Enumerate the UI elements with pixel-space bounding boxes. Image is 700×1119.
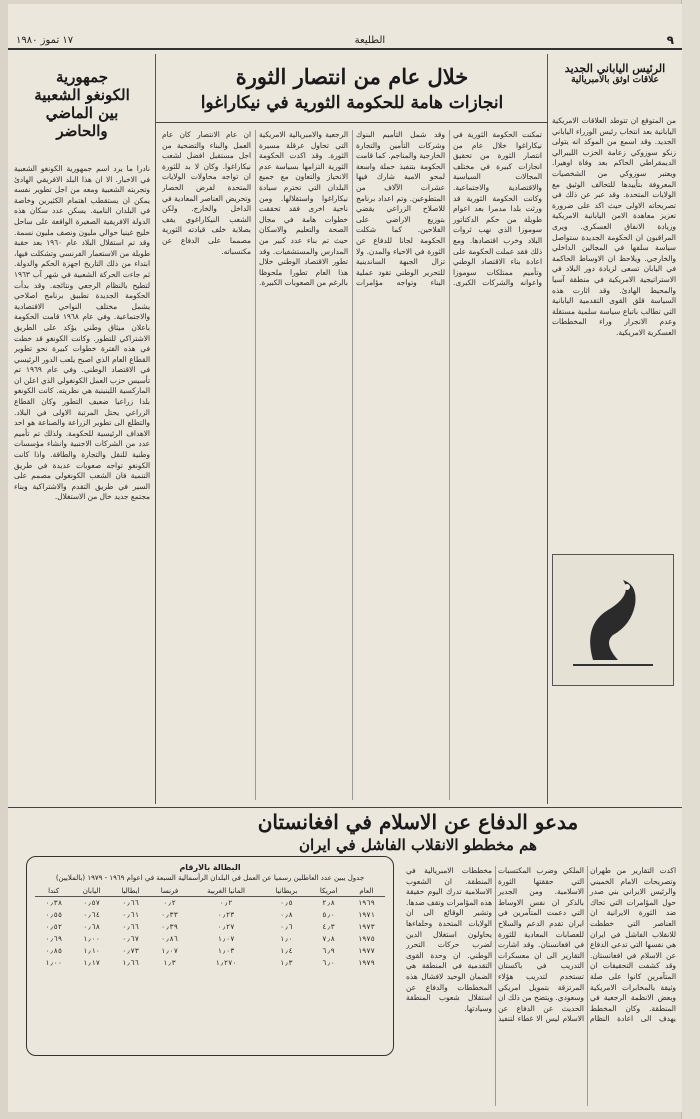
- table-cell: ٧٫٨: [322, 935, 335, 943]
- page-number: ٩: [666, 33, 674, 47]
- table-cell: ٦٫٠: [322, 959, 335, 967]
- table-cell: ٠٫٣٣: [161, 911, 178, 919]
- table-row: [35, 957, 385, 969]
- issue-date: ١٧ تموز ١٩٨٠: [16, 34, 74, 46]
- table-cell: ٠٫٢: [219, 899, 233, 907]
- adjacent-page-edge: [681, 0, 700, 1119]
- page-header: [8, 32, 682, 50]
- newspaper-name: الطليعة: [354, 34, 386, 46]
- table-row: [35, 945, 385, 957]
- table-header-uk: بريطانيا: [263, 886, 309, 897]
- table-header-west-germany: المانيا الغربية: [189, 886, 264, 897]
- table-cell: ٠٫٦٦: [122, 899, 139, 907]
- table-cell: ١٩٧٥: [357, 935, 375, 943]
- table-cell: ٠٫٨٥: [45, 947, 63, 955]
- afghanistan-article-body: اكدت التقارير من طهران وتصريحات الامام الخميني والرئيس الايراني بني صدر حول المؤامرات التي تحاك ضد الثورة الايرانية ان العناصر التي خططت للانقلاب الفاشل في ايران هي نفسها التي تدعي الدفاع عن الاسلام في افغانستان. وقد كشفت التحقيقات ان المتآمرين كانوا على صلة وثيقة بالمخابرات الامريكية وبعض الانظمة الرجعية في المنطقة. وكان المخطط يهدف الى اعادة النظام الملكي وضرب المكتسبات التي حققتها الثورة الاسلامية. ومن الجدير بالذكر ان نفس الاوساط التي دعمت المتآمرين في ايران تقدم الدعم والسلاح للعصابات المعادية للثورة في افغانستان. وقد اشارت التقارير الى ان معسكرات التدريب في باكستان تستخدم لتدريب هؤلاء المرتزقة بتمويل امريكي وسعودي. ويتضح من ذلك ان الحديث عن الدفاع عن الاسلام ليس الا غطاء لتنفيذ مخططات الامبريالية في المنطقة. ان الشعوب الاسلامية تدرك اليوم حقيقة هذه المؤامرات وتقف ضدها. وتشير الوقائع الى ان الولايات المتحدة وحلفاءها يحاولون استغلال الدين لضرب حركات التحرر الوطني. ان وحدة القوى التقدمية في المنطقة هي الضمان الوحيد لافشال هذه المخططات والدفاع عن استقلال شعوب المنطقة وسيادتها.: [406, 866, 676, 1024]
- table-cell: ١٫٣: [280, 959, 293, 967]
- table-cell: ٠٫٢٧: [217, 923, 235, 931]
- table-cell: ٠٫٦٧: [122, 935, 139, 943]
- table-row: [35, 933, 385, 945]
- japan-headline: [552, 62, 678, 86]
- table-header-year: العام: [348, 886, 385, 897]
- unemployment-table: [35, 886, 385, 969]
- table-cell: ٠٫٥٥: [45, 911, 63, 919]
- headline-rule: [156, 122, 548, 123]
- table-cell: ١٫٠: [280, 935, 293, 943]
- table-cell: ٠٫٥٢: [45, 923, 63, 931]
- japan-headline-line2: علاقات اوثق بالامبريالية: [571, 75, 659, 86]
- table-cell: ١٫٣: [163, 959, 176, 967]
- table-cell: ١٫٠٠: [45, 959, 63, 967]
- table-header-france: فرنسا: [150, 886, 188, 897]
- congo-headline-line2: الكونغو الشعبية: [34, 86, 130, 104]
- table-cell: ١٩٦٩: [357, 899, 375, 907]
- table-cell: ٠٫٦٤: [83, 911, 100, 919]
- table-cell: ١٫٦٦: [122, 959, 139, 967]
- table-row: [35, 921, 385, 933]
- table-cell: ٦٫٩: [322, 947, 335, 955]
- table-title: البطالة بالارقام: [179, 863, 241, 872]
- congo-headline: [12, 68, 152, 140]
- afghanistan-headline: [158, 810, 678, 854]
- dragon-cartoon-icon: [563, 565, 663, 675]
- table-cell: ١٫٤: [280, 947, 293, 955]
- table-cell: ٠٫٦٦: [122, 923, 139, 931]
- table-header-canada: كندا: [35, 886, 72, 897]
- column-rule: [547, 54, 548, 804]
- table-header-row: [35, 886, 385, 897]
- nicaragua-article-body: تمكنت الحكومة الثورية في نيكاراغوا خلال عام من انتصار الثورة من تحقيق انجازات كبيرة في مختلف المجالات السياسية والاقتصادية والاجتماعية. وكانت الحكومة الثورية قد ورثت بلدا مدمرا بعد اعوام طويلة من حكم الدكتاتور سوموزا الذي نهب ثروات البلاد وخرب اقتصادها. ومع ذلك فقد عملت الحكومة على اعادة بناء الاقتصاد الوطني وتأميم ممتلكات سوموزا واعوانه والشركات الكبرى. وقد شمل التأميم البنوك وشركات التأمين والتجارة الخارجية والمناجم. كما قامت الحكومة بتنفيذ حملة واسعة لمحو الامية شارك فيها عشرات الآلاف من المتطوعين. وتم اعداد برنامج للاصلاح الزراعي يقضي بتوزيع الاراضي على الفلاحين. كما شكلت الحكومة لجانا للدفاع عن الثورة في الاحياء والمدن. ولا تزال الجبهة الساندينية للتحرير الوطني تقود عملية البناء وتواجه مؤامرات الرجعية والامبريالية الامريكية التي تحاول عرقلة مسيرة الثورة. وقد اكدت الحكومة الثورية التزامها بسياسة عدم الانحياز والتعاون مع جميع البلدان التي تحترم سيادة نيكاراغوا واستقلالها. ومن ناحية اخرى فقد تحققت خطوات هامة في مجال الصحة والتعليم والاسكان حيث تم بناء عدد كبير من المدارس والمستشفيات. وقد تطور الاقتصاد الوطني خلال هذا العام تطورا ملحوظا بالرغم من الصعوبات الكبيرة. ان عام الانتصار كان عام العمل والبناء والتضحية من اجل مستقبل افضل لشعب نيكاراغوا. وكان لا بد للثورة ان تواجه محاولات الولايات المتحدة لفرض الحصار وتحريض العناصر المعادية في الداخل والخارج. ولكن الشعب النيكاراغوي يقف بصلابة خلف قيادته الثورية مصمما على الدفاع عن مكتسباته.: [162, 130, 542, 288]
- table-cell: ٠٫٦٨: [83, 923, 100, 931]
- nicaragua-headline-line2: انجازات هامة للحكومة الثورية في نيكاراغوا: [200, 93, 504, 114]
- table-row: [35, 909, 385, 921]
- congo-headline-line1: جمهورية: [55, 68, 109, 86]
- afghanistan-headline-line1: مدعو الدفاع عن الاسلام في افغانستان: [257, 810, 579, 834]
- table-cell: ١٩٧١: [357, 911, 375, 919]
- table-cell: ٠٫٥: [280, 899, 293, 907]
- table-cell: ٠٫٦٩: [45, 935, 63, 943]
- table-cell: ٠٫٦: [280, 923, 293, 931]
- newspaper-page: [8, 4, 682, 1112]
- japan-illustration: [552, 554, 674, 686]
- table-cell: ١٫١٠: [83, 947, 100, 955]
- table-cell: ١٫٠٧: [217, 935, 235, 943]
- table-cell: ٢٫٨: [322, 899, 335, 907]
- table-cell: ٠٫٣٨: [45, 899, 63, 907]
- table-cell: ١٫٢٧٠: [215, 959, 237, 967]
- japan-article-body: من المتوقع ان تتوطد العلاقات الامريكية اليابانية بعد انتخاب رئيس الوزراء الياباني الجديد. وقد اسمع من الموكد انه يتولى زنكو سوزوكي زعامة الحزب الليبرالي الديمقراطي الحاكم بعد وفاة اوهيرا. ويعتبر سوزوكي من الشخصيات المعروفة بتأييدها للتحالف الوثيق مع الولايات المتحدة. وقد عبر عن ذلك في تصريحاته الاولى حيث اكد على ضرورة تعزيز معاهدة الامن اليابانية الامريكية وزيادة الانفاق العسكري. ويرى المراقبون ان الحكومة الجديدة ستواصل سياسة سلفها في المجالين الداخلي والخارجي. ويلاحظ ان الاوساط الحاكمة في اليابان تسعى لزيادة دور البلاد في الاستراتيجية الامريكية في منطقة آسيا والمحيط الهادئ. وقد اثارت هذه السياسة قلق القوى التقدمية اليابانية التي تطالب باتباع سياسة سلمية مستقلة وعدم الانجرار وراء المخططات العسكرية الامريكية.: [552, 116, 676, 337]
- table-header-usa: امريكا: [309, 886, 347, 897]
- table-subtitle: جدول يبين عدد العاطلين رسميا عن العمل في البلدان الرأسمالية السبعة في اعوام ١٩٦٩ - ١٩٧٩ (بالملايين): [55, 874, 365, 882]
- table-header-japan: اليابان: [72, 886, 110, 897]
- table-cell: ١٫٠٠: [83, 935, 100, 943]
- table-cell: ١٩٧٩: [357, 959, 375, 967]
- nicaragua-headline: [160, 64, 544, 114]
- table-row: [35, 897, 385, 910]
- section-rule: [8, 807, 682, 808]
- unemployment-table-box: [26, 856, 394, 1056]
- table-cell: ١٫١٧: [83, 959, 100, 967]
- afghanistan-headline-line2: هم مخططو الانقلاب الفاشل في ايران: [299, 836, 537, 854]
- table-cell: ٠٫٧٣: [122, 947, 139, 955]
- congo-article-body: نادرا ما يرد اسم جمهورية الكونغو الشعبية في الاخبار. الا ان هذا البلد الافريقي الهادئ وتجربته الشعبية ومعه من اجل تطوير نفسه يمكن ان يستقطب اهتمام الكثيرين وخاصة في البلدان النامية. يسكن عدد سكان هذه الدولة الافريقية الصغيرة الواقعة على ساحل خليج غينيا حوالي مليون ونصف مليون نسمة. وقد تم استقلال البلاد عام ١٩٦٠ بعد حقبة طويلة من الاستعمار الفرنسي وتشكلت فيها، ابتداء من ذلك التاريخ اجهزة الحكم والدولة. ثم جاءت الحركة الشعبية في شهر آب ١٩٦٣ لتطيح بالنظام الرجعي ونتائجه. وقد بدأت الحكومة الجديدة تطبيق برنامج اصلاحي يشمل مختلف النواحي الاقتصادية والاجتماعية. وفي عام ١٩٦٨ قامت الحكومة باعلان ميثاق وطني يؤكد على الطريق الاشتراكي للتطور. وكانت الكونغو قد خطت في هذه الفترة خطوات كبيرة نحو تطوير القطاع العام الذي اصبح يلعب الدور الرئيسي في الاقتصاد الوطني. وفي عام ١٩٦٩ تم تأسيس حزب العمل الكونغولي الذي اعلن ان الماركسية اللينينية هي نظريته. كانت الكونغو بلدا زراعيا ضعيف التطور وكان القطاع الزراعي يحتل المرتبة الاولى في البلاد. والتطلع الى تطوير الزراعة والصناعة هو احد الاهداف الرئيسية للحكومة. ولذلك تم تأميم عدد من الشركات الاجنبية وانشاء مؤسسات وطنية للنقل والتجارة والطاقة. واذا كانت الكونغو تواجه صعوبات عديدة في طريق التنمية فان الشعب الكونغولي مصمم على السير في طريق التقدم والاشتراكية وبناء مجتمع جديد خال من الاستغلال.: [14, 164, 150, 502]
- column-rule: [155, 54, 156, 804]
- congo-headline-line4: والحاضر: [56, 122, 108, 140]
- table-cell: ٤٫٣: [322, 923, 335, 931]
- table-cell: ٥٫٠: [322, 911, 335, 919]
- table-header-italy: ايطاليا: [111, 886, 151, 897]
- table-cell: ١٫٠٣: [217, 947, 235, 955]
- table-cell: ٠٫٣٩: [161, 923, 178, 931]
- congo-headline-line3: بين الماضي: [45, 104, 119, 122]
- table-cell: ٠٫٦١: [122, 911, 139, 919]
- nicaragua-headline-line1: خلال عام من انتصار الثورة: [235, 64, 469, 89]
- table-cell: ٠٫٢: [163, 899, 176, 907]
- table-cell: ٠٫٥٧: [83, 899, 100, 907]
- table-cell: ١٩٧٧: [357, 947, 375, 955]
- table-cell: ١٩٧٣: [357, 923, 375, 931]
- japan-headline-line1: الرئيس الياباني الجديد: [564, 62, 666, 75]
- table-cell: ٠٫٢٣: [217, 911, 235, 919]
- table-cell: ٠٫٨: [280, 911, 293, 919]
- table-cell: ١٫٠٧: [161, 947, 178, 955]
- table-cell: ٠٫٨٦: [161, 935, 178, 943]
